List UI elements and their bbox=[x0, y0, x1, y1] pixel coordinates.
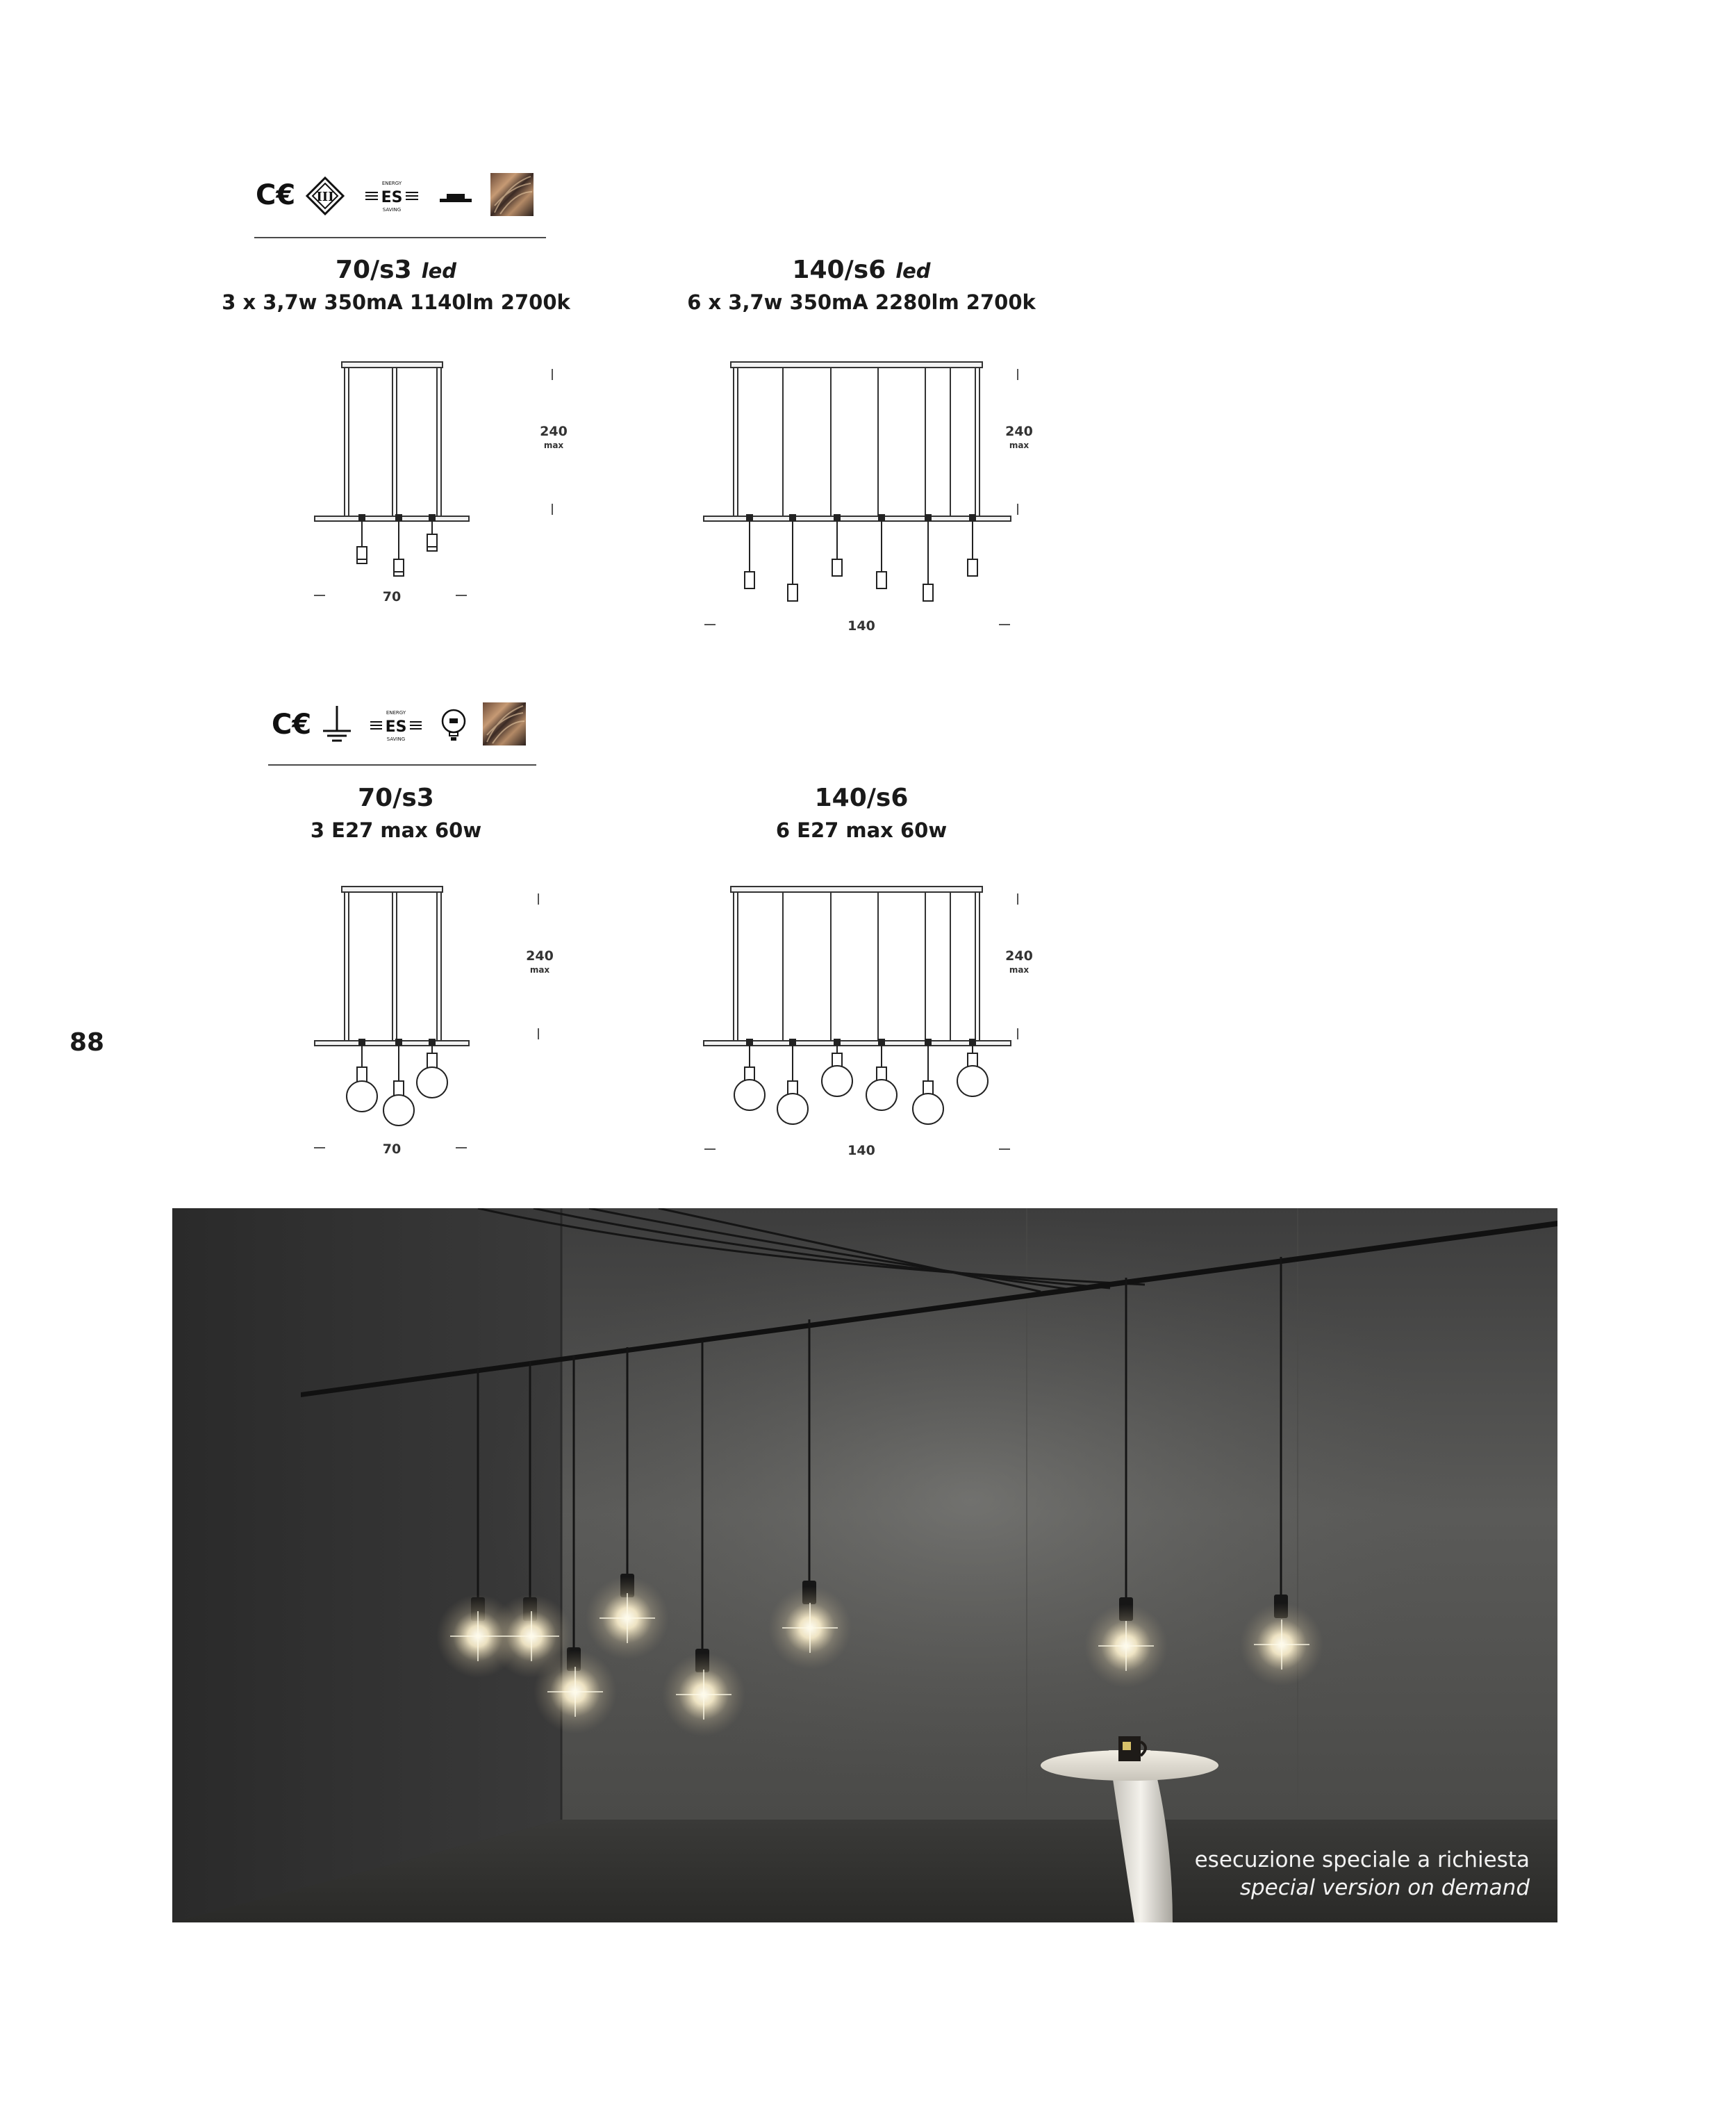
ambient-photo-illustration bbox=[172, 1208, 1557, 1922]
bulb-icon bbox=[443, 710, 465, 741]
e27-product-1-spec: 3 E27 max 60w bbox=[310, 818, 482, 842]
ambient-photo bbox=[172, 1208, 1557, 1922]
led-product-2-diagram bbox=[695, 351, 1042, 643]
e27-product-2-model: 140/s6 bbox=[814, 784, 909, 812]
led-section-rule bbox=[254, 237, 546, 238]
led-product-2-model-name: 140/s6 bbox=[792, 256, 886, 284]
svg-text:SAVING: SAVING bbox=[386, 736, 406, 742]
e27-product-1-model: 70/s3 bbox=[358, 784, 434, 812]
e27-product-2-diagram bbox=[695, 875, 1042, 1167]
svg-text:ES: ES bbox=[385, 718, 407, 736]
photo-caption bbox=[1195, 1846, 1530, 1902]
e27-certification-icons bbox=[267, 700, 531, 749]
e27-product-2-height: 240 bbox=[1005, 948, 1033, 964]
led-product-1-height: 240 bbox=[540, 424, 568, 439]
e27-product-1-height-unit: max bbox=[529, 965, 550, 975]
e27-product-1-width: 70 bbox=[382, 1142, 402, 1157]
led-driver-icon bbox=[440, 194, 472, 202]
led-product-1-model-name: 70/s3 bbox=[335, 256, 412, 284]
ground-icon bbox=[323, 706, 351, 741]
e27-product-2-spec: 6 E27 max 60w bbox=[775, 818, 948, 842]
svg-text:III: III bbox=[316, 190, 334, 204]
e27-product-1-diagram bbox=[306, 875, 584, 1167]
e27-product-2-height-unit: max bbox=[1009, 965, 1030, 975]
e27-product-1-height: 240 bbox=[526, 948, 554, 964]
led-product-2-width: 140 bbox=[848, 618, 875, 634]
svg-text:ENERGY: ENERGY bbox=[381, 181, 402, 186]
led-product-1-diagram bbox=[306, 351, 584, 629]
finish-swatch-icon bbox=[490, 173, 534, 216]
class-iii-icon bbox=[307, 178, 343, 214]
led-certification-icons bbox=[250, 171, 542, 220]
energy-saving-icon bbox=[365, 181, 418, 213]
svg-text:ES: ES bbox=[381, 189, 403, 206]
led-product-1-width: 70 bbox=[382, 589, 402, 604]
caption-italian: esecuzione speciale a richiesta bbox=[1194, 1847, 1530, 1872]
page-number: 88 bbox=[69, 1028, 105, 1057]
ce-mark-icon bbox=[256, 179, 295, 211]
led-product-2-suffix: led bbox=[895, 259, 931, 283]
led-product-2-spec: 6 x 3,7w 350mA 2280lm 2700k bbox=[687, 290, 1036, 314]
led-product-2-height-unit: max bbox=[1009, 440, 1030, 450]
svg-text:SAVING: SAVING bbox=[382, 207, 402, 213]
ce-mark-icon bbox=[272, 709, 311, 741]
led-product-1-spec: 3 x 3,7w 350mA 1140lm 2700k bbox=[222, 290, 570, 314]
e27-section-rule bbox=[268, 764, 536, 766]
led-product-1-suffix: led bbox=[421, 259, 457, 283]
led-product-1-model bbox=[222, 256, 570, 284]
led-product-1-height-unit: max bbox=[543, 440, 564, 450]
e27-product-2-width: 140 bbox=[848, 1143, 875, 1158]
energy-saving-icon bbox=[370, 710, 422, 742]
svg-text:C€: C€ bbox=[256, 179, 296, 211]
finish-swatch-icon bbox=[483, 702, 526, 745]
svg-text:C€: C€ bbox=[272, 709, 312, 741]
led-product-2-model bbox=[688, 256, 1035, 284]
svg-text:ENERGY: ENERGY bbox=[386, 710, 406, 716]
caption-english: special version on demand bbox=[1239, 1875, 1530, 1900]
led-product-2-height: 240 bbox=[1005, 424, 1033, 439]
